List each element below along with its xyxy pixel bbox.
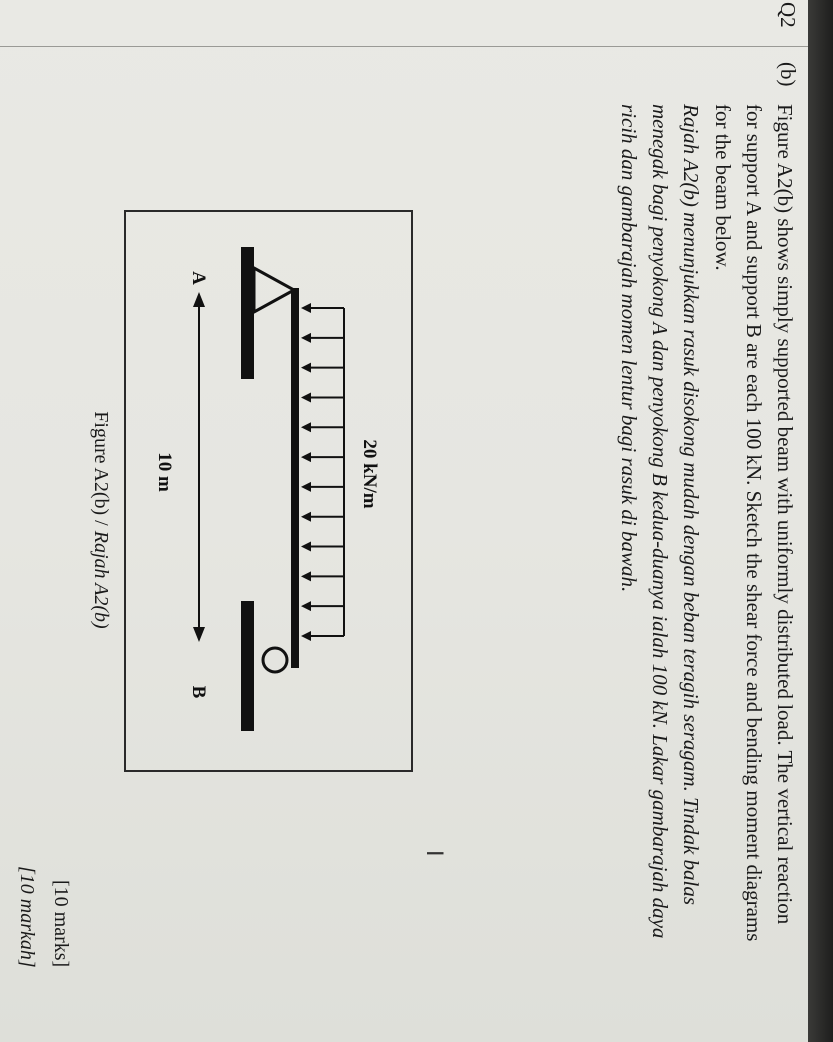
udl-arrow-head-icon: [301, 333, 311, 343]
marks-english: [10 marks]: [50, 880, 72, 968]
udl-arrows: [301, 303, 344, 641]
udl-arrow-head-icon: [301, 452, 311, 462]
udl-arrow-head-icon: [301, 392, 311, 402]
caption-english: Figure A2(b) /: [90, 411, 112, 531]
udl-arrow-head-icon: [301, 482, 311, 492]
udl-arrow-head-icon: [301, 512, 311, 522]
udl-arrow-head-icon: [301, 303, 311, 313]
question-text-malay: Rajah A2(b) menunjukkan rasuk disokong mudah dengan beban teragih seragam. Tindak balas menegak bagi penyokong A dan penyokong B kedua-duanya ialah 100 kN. Lakar gambarajah daya ricih dan gambarajah momen lentur bagi rasuk di bawah.: [617, 104, 703, 939]
support-a-base: [241, 247, 254, 379]
span-arrow-right-icon: [193, 627, 205, 642]
udl-arrow-head-icon: [301, 542, 311, 552]
figure-frame: [124, 210, 413, 772]
support-b-base: [241, 601, 254, 731]
question-text-english: Figure A2(b) shows simply supported beam with uniformly distributed load. The vertical reaction for support A and support B are each 100 kN. Sketch the shear force and bending moment diagrams for the beam below.: [711, 104, 797, 942]
span-arrow-left-icon: [193, 292, 205, 307]
marks-malay: [10 markah]: [16, 866, 38, 968]
question-part: (b): [776, 62, 800, 87]
load-label: 20 kN/m: [359, 439, 380, 509]
figure-caption: [89, 260, 112, 780]
udl-arrow-head-icon: [301, 571, 311, 581]
support-b-label: B: [188, 685, 209, 699]
udl-arrow-head-icon: [301, 422, 311, 432]
pin-support-a-icon: [254, 268, 294, 312]
text-cursor-icon: I: [421, 850, 446, 857]
roller-support-b-icon: [263, 648, 287, 672]
beam: [291, 288, 299, 668]
udl-arrow-head-icon: [301, 631, 311, 641]
monitor-edge: [808, 0, 833, 1042]
beam-diagram: [126, 212, 411, 770]
udl-arrow-head-icon: [301, 363, 311, 373]
support-a-label: A: [188, 271, 209, 285]
question-number: Q2: [776, 2, 800, 28]
caption-malay: Rajah A2(b): [90, 530, 112, 629]
udl-arrow-head-icon: [301, 601, 311, 611]
span-label: 10 m: [154, 452, 175, 492]
